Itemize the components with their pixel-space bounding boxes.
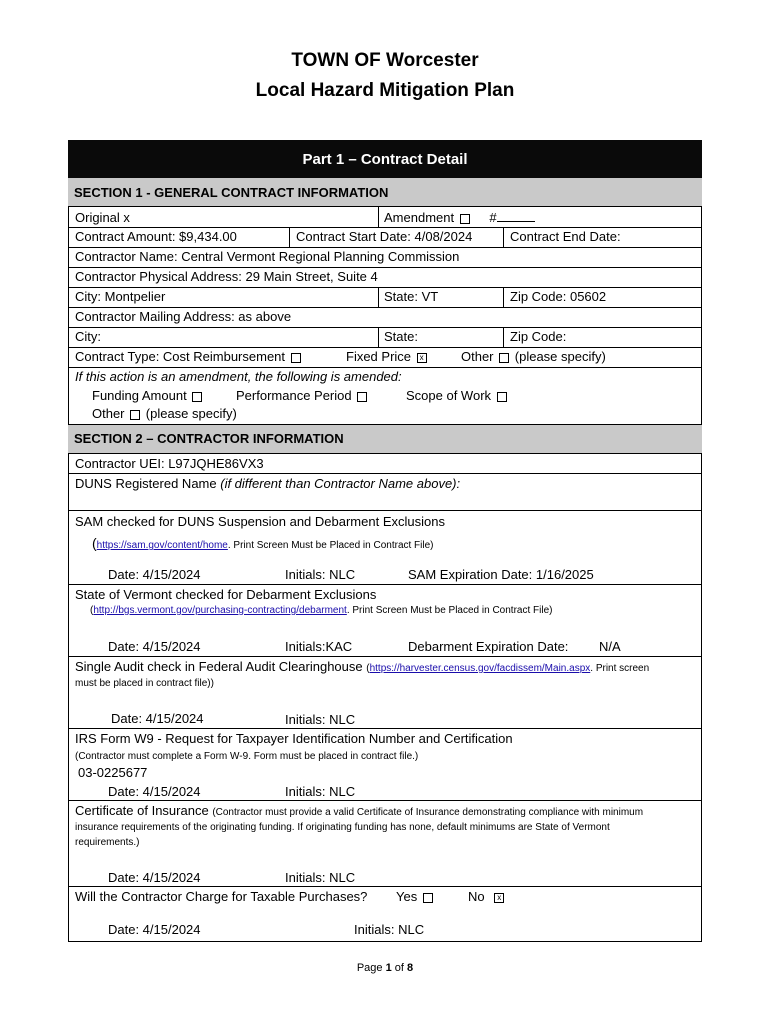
amendment-checkbox[interactable] [460,214,470,224]
sam-link-row: (https://sam.gov/content/home. Print Screen Must be Placed in Contract File) [92,535,434,551]
contract-end-date: Contract End Date: [510,229,621,244]
vt-initials: Initials:KAC [285,639,353,654]
taxable-no-option [468,889,506,905]
other-amendment-specify: (please specify) [145,406,237,421]
coi-initials: Initials: NLC [285,870,356,885]
no-label: No [468,889,485,904]
other-amendment-option [92,406,237,422]
sam-initials: Initials: NLC [285,567,356,582]
vt-link-row: (http://bgs.vermont.gov/purchasing-contracting/debarment. Print Screen Must be Placed in Contract File) [90,605,553,616]
coi-date: Date: 4/15/2024 [108,870,201,885]
divider [503,227,504,247]
audit-link[interactable]: https://harvester.census.gov/facdissem/Main.aspx [369,663,591,674]
divider [378,207,379,227]
taxable-yes-option [396,889,435,905]
contractor-physical-address: Contractor Physical Address: 29 Main Street, Suite 4 [75,269,378,284]
divider [68,584,702,585]
yes-label: Yes [396,889,418,904]
section2-header [68,424,702,454]
scope-of-work-checkbox[interactable] [497,392,507,402]
w9-date: Date: 4/15/2024 [108,784,201,799]
performance-period-option [236,388,369,404]
divider [68,473,702,474]
page-of: of [391,962,408,974]
amendment-label: Amendment [384,210,455,225]
coi-note-2: insurance requirements of the originating funding. If originating funding has none, default minimums are State of Vermont [75,822,610,833]
vt-check-title: State of Vermont checked for Debarment Exclusions [75,587,377,602]
performance-period-checkbox[interactable] [357,392,367,402]
fixed-price-option [346,349,429,365]
mailing-city: City: [75,329,101,344]
other-label: Other [461,349,494,364]
w9-note: (Contractor must complete a Form W-9. Form must be placed in contract file.) [75,751,419,762]
document-subtitle: Local Hazard Mitigation Plan [255,80,515,101]
divider [68,800,702,801]
performance-period-label: Performance Period [236,388,352,403]
fixed-price-label: Fixed Price [346,349,412,364]
scope-of-work-label: Scope of Work [406,388,492,403]
taxable-initials: Initials: NLC [354,922,425,937]
physical-city: City: Montpelier [75,289,166,304]
duns-label: DUNS Registered Name [75,476,217,491]
divider [378,287,379,307]
physical-zip: Zip Code: 05602 [510,289,607,304]
divider [68,347,702,348]
w9-title: IRS Form W9 - Request for Taxpayer Identification Number and Certification [75,731,513,746]
contract-type-row [75,349,303,365]
vt-expiration-value: N/A [599,639,621,654]
mailing-zip: Zip Code: [510,329,567,344]
page-total: 8 [407,962,414,974]
duns-note: (if different than Contractor Name above): [220,476,461,491]
contract-type-label: Contract Type: Cost Reimbursement [75,349,286,364]
page-prefix: Page [356,962,386,974]
contractor-mailing-address: Contractor Mailing Address: as above [75,309,292,324]
page-number [0,962,770,974]
amendment-number-field[interactable] [497,209,535,222]
coi-title: Certificate of Insurance [75,803,209,818]
audit-initials: Initials: NLC [285,712,356,727]
fixed-price-checkbox[interactable]: x [417,353,427,363]
part1-heading: Part 1 – Contract Detail [302,151,468,168]
contractor-uei: Contractor UEI: L97JQHE86VX3 [75,456,264,471]
scope-of-work-option [406,388,509,404]
mailing-state: State: [384,329,418,344]
physical-state: State: VT [384,289,439,304]
sam-date: Date: 4/15/2024 [108,567,201,582]
original-field: Original x [75,210,130,225]
divider [68,656,702,657]
coi-note-3: requirements.) [75,837,140,848]
page-current: 1 [385,962,392,974]
w9-tin: 03-0225677 [78,765,148,780]
document-title: TOWN OF Worcester [291,50,479,71]
yes-checkbox[interactable] [423,893,433,903]
sam-link[interactable]: https://sam.gov/content/home [96,540,228,551]
amendment-field [384,209,535,226]
divider [68,227,702,228]
funding-amount-label: Funding Amount [92,388,187,403]
duns-registered-name [75,476,460,492]
divider [68,267,702,268]
taxable-date: Date: 4/15/2024 [108,922,201,937]
sam-note: . Print Screen Must be Placed in Contract File) [227,540,434,551]
section2-heading: SECTION 2 – CONTRACTOR INFORMATION [74,431,344,446]
cost-reimbursement-checkbox[interactable] [291,353,301,363]
other-specify: (please specify) [514,349,606,364]
section1-heading: SECTION 1 - GENERAL CONTRACT INFORMATION [74,185,389,200]
other-checkbox[interactable] [499,353,509,363]
w9-initials: Initials: NLC [285,784,356,799]
audit-check-row: Single Audit check in Federal Audit Clearinghouse (https://harvester.census.gov/facdissem/Main.aspx. Print screen [75,659,650,674]
audit-date: Date: 4/15/2024 [111,711,204,726]
funding-amount-option [92,388,204,404]
divider [68,287,702,288]
audit-note: . Print screen [590,663,650,674]
coi-row [75,803,643,819]
divider [503,287,504,307]
vt-link[interactable]: http://bgs.vermont.gov/purchasing-contracting/debarment [93,605,347,616]
divider [289,227,290,247]
amendment-note: If this action is an amendment, the following is amended: [75,369,402,384]
divider [503,327,504,347]
divider [68,367,702,368]
audit-note-2: must be placed in contract file)) [75,678,214,689]
taxable-question: Will the Contractor Charge for Taxable Purchases? [75,889,368,904]
vt-expiration: Debarment Expiration Date: [408,639,569,654]
other-amendment-checkbox[interactable] [130,410,140,420]
divider [68,510,702,511]
no-checkbox[interactable]: x [494,893,504,903]
amendment-number-label: # [489,210,497,225]
divider [378,327,379,347]
funding-amount-checkbox[interactable] [192,392,202,402]
divider [68,307,702,308]
divider [68,247,702,248]
divider [68,327,702,328]
coi-note: (Contractor must provide a valid Certificate of Insurance demonstrating compliance with minimum [212,807,644,818]
divider [68,886,702,887]
section1-header [68,178,702,207]
vt-date: Date: 4/15/2024 [108,639,201,654]
vt-note: . Print Screen Must be Placed in Contract File) [346,605,553,616]
sam-check-title: SAM checked for DUNS Suspension and Debarment Exclusions [75,514,445,529]
contract-amount: Contract Amount: $9,434.00 [75,229,237,244]
contract-start-date: Contract Start Date: 4/08/2024 [296,229,473,244]
sam-expiration: SAM Expiration Date: 1/16/2025 [408,567,594,582]
audit-check-title: Single Audit check in Federal Audit Clearinghouse [75,659,363,674]
divider [68,728,702,729]
other-option [461,349,606,365]
part1-header-bar [68,140,702,178]
contractor-name: Contractor Name: Central Vermont Regional Planning Commission [75,249,460,264]
other-amendment-label: Other [92,406,125,421]
